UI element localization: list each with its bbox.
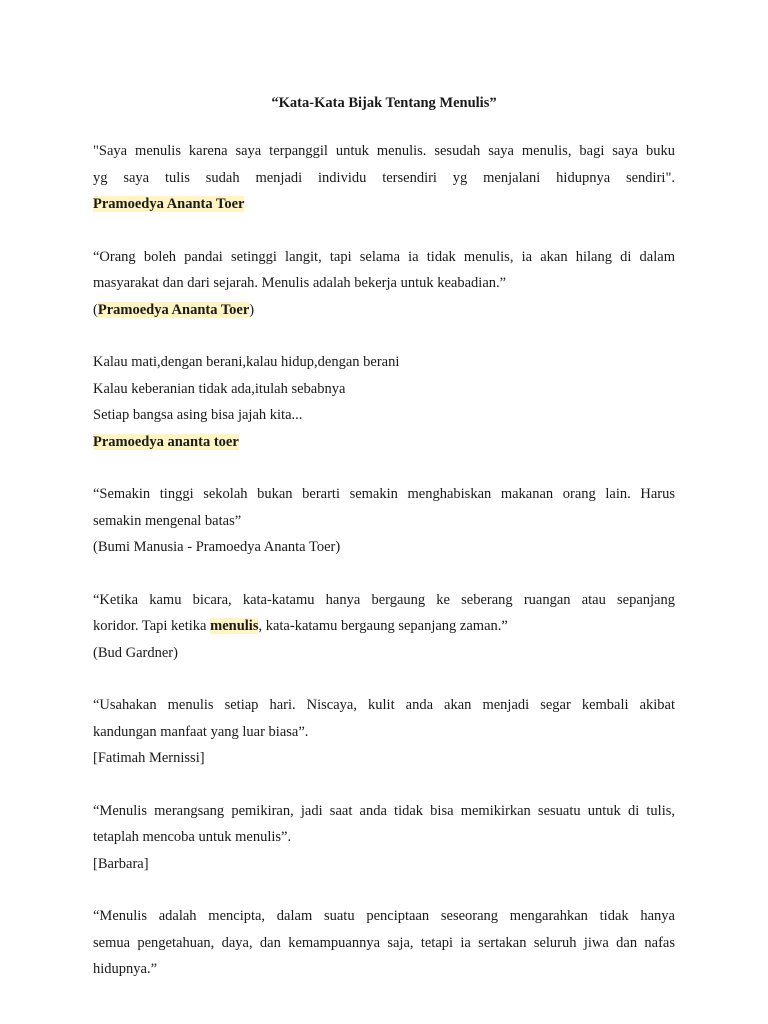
quote-line: Kalau mati,dengan berani,kalau hidup,dengan berani	[93, 354, 400, 370]
quote-block	[93, 244, 675, 324]
quote-line: “Menulis merangsang pemikiran, jadi saat anda tidak bisa memikirkan sesuatu untuk di tulis,	[93, 802, 675, 819]
quote-line: “Usahakan menulis setiap hari. Niscaya, kulit anda akan menjadi segar kembali akibat	[93, 697, 675, 713]
quote-line: “Orang boleh pandai setinggi langit, tapi selama ia tidak menulis, ia akan hilang di dalam	[93, 248, 675, 265]
quote-block	[93, 138, 675, 218]
quote-author	[93, 429, 675, 456]
quote-line: Setiap bangsa asing bisa jajah kita...	[93, 407, 303, 423]
document-title: “Kata-Kata Bijak Tentang Menulis”	[271, 95, 497, 111]
quote-author: (Bud Gardner)	[93, 644, 178, 661]
author-highlight: Pramoedya ananta toer	[93, 433, 239, 450]
quote-block	[93, 798, 675, 878]
author-highlight: Pramoedya Ananta Toer	[97, 301, 250, 318]
quote-line: hidupnya.”	[93, 961, 158, 977]
quote-line: “Menulis adalah mencipta, dalam suatu penciptaan seseorang mengarahkan tidak hanya	[93, 908, 675, 924]
paren-close: )	[249, 301, 255, 318]
quote-line: Kalau keberanian tidak ada,itulah sebabnya	[93, 380, 346, 397]
quote-line: “Ketika kamu bicara, kata-katamu hanya bergaung ke seberang ruangan atau sepanjang	[93, 591, 675, 608]
author-highlight: Pramoedya Ananta Toer	[93, 196, 245, 212]
quote-author: [Fatimah Mernissi]	[93, 750, 205, 766]
quote-line: masyarakat dan dari sejarah. Menulis adalah bekerja untuk keabadian.”	[93, 275, 507, 291]
quote-block	[93, 692, 675, 772]
quote-line: "Saya menulis karena saya terpanggil untuk menulis. sesudah saya menulis, bagi saya buku	[93, 143, 675, 159]
quote-author	[93, 297, 675, 324]
quote-block	[93, 903, 675, 983]
keyword-highlight: menulis	[210, 618, 259, 634]
quote-text: , kata-katamu bergaung sepanjang zaman.”	[258, 618, 508, 634]
quote-block	[93, 481, 675, 561]
quote-line: kandungan manfaat yang luar biasa”.	[93, 723, 309, 740]
quote-author: (Bumi Manusia - Pramoedya Ananta Toer)	[93, 539, 341, 555]
quote-text: koridor. Tapi ketika	[93, 618, 211, 634]
quote-line: semua pengetahuan, daya, dan kemampuannya saja, tetapi ia sertakan seluruh jiwa dan nafas	[93, 934, 675, 951]
quote-line	[93, 613, 675, 640]
paren-open: (	[93, 301, 98, 318]
quote-block	[93, 587, 675, 667]
quote-block	[93, 349, 675, 455]
quote-author	[93, 191, 675, 218]
quote-line: yg saya tulis sudah menjadi individu tersendiri yg menjalani hidupnya sendiri".	[93, 169, 675, 186]
quote-author: [Barbara]	[93, 855, 149, 872]
quote-line: semakin mengenal batas”	[93, 512, 242, 529]
quote-line: tetaplah mencoba untuk menulis”.	[93, 829, 292, 845]
quote-line: “Semakin tinggi sekolah bukan berarti semakin menghabiskan makanan orang lain. Harus	[93, 486, 675, 502]
